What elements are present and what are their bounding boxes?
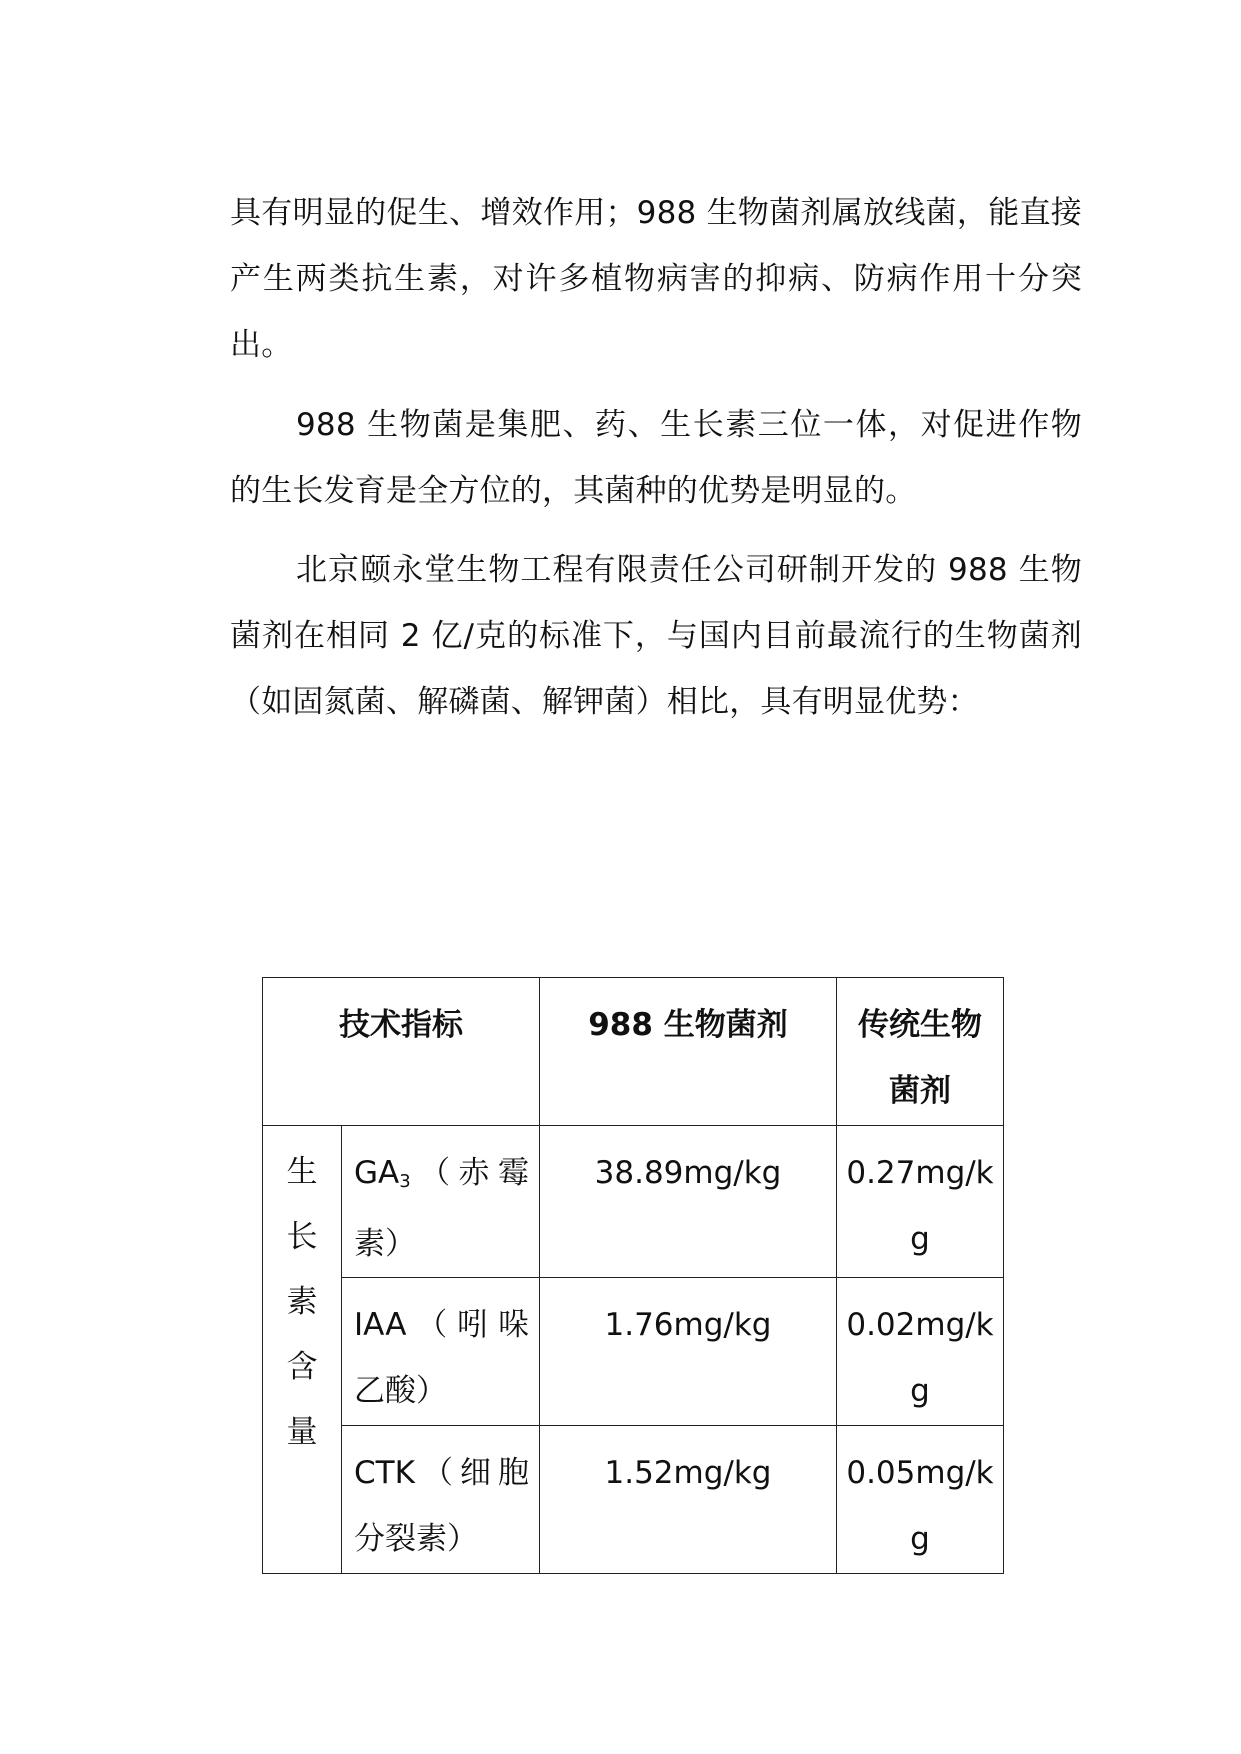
- indicator-subscript: 3: [399, 1171, 411, 1192]
- table-header-row: [263, 978, 1004, 1126]
- header-indicator: 技术指标: [263, 978, 540, 1126]
- category-char: 生: [286, 1154, 318, 1190]
- category-char: 长: [286, 1219, 318, 1255]
- indicator-prefix: CTK: [354, 1455, 415, 1491]
- header-traditional: 传统生物菌剂: [837, 978, 1004, 1126]
- traditional-value: 0.02mg/kg: [837, 1278, 1004, 1426]
- comparison-table: [262, 977, 1004, 1574]
- indicator-prefix: GA: [354, 1155, 400, 1191]
- paragraph-comparison-intro: 北京颐永堂生物工程有限责任公司研制开发的 988 生物菌剂在相同 2 亿/克的标准下，与国内目前最流行的生物菌剂（如固氮菌、解磷菌、解钾菌）相比，具有明显优势：: [230, 552, 1082, 720]
- table-row: [263, 1278, 1004, 1426]
- paragraph-effects: 具有明显的促生、增效作用；988 生物菌剂属放线菌，能直接产生两类抗生素，对许多植物病害的抑病、防病作用十分突出。: [230, 195, 1082, 363]
- indicator-name: [342, 1426, 540, 1574]
- category-char: 含: [286, 1349, 318, 1385]
- table-row: [263, 1426, 1004, 1574]
- table-row: [263, 1126, 1004, 1278]
- category-cell: [263, 1126, 342, 1574]
- indicator-prefix: IAA: [354, 1307, 407, 1343]
- traditional-value: 0.05mg/kg: [837, 1426, 1004, 1574]
- product-value: 1.52mg/kg: [540, 1426, 837, 1574]
- indicator-name: [342, 1126, 540, 1278]
- product-value: 1.76mg/kg: [540, 1278, 837, 1426]
- category-char: 素: [286, 1284, 318, 1320]
- category-char: 量: [286, 1414, 318, 1450]
- indicator-name: [342, 1278, 540, 1426]
- indicator-suffix: （赤霉素）: [354, 1155, 529, 1262]
- paragraph-three-in-one: 988 生物菌是集肥、药、生长素三位一体，对促进作物的生长发育是全方位的，其菌种的优势是明显的。: [230, 407, 1082, 509]
- traditional-value: 0.27mg/kg: [837, 1126, 1004, 1278]
- product-value: 38.89mg/kg: [540, 1126, 837, 1278]
- indicator-suffix: （细胞分裂素）: [354, 1455, 529, 1557]
- header-product: 988 生物菌剂: [540, 978, 837, 1126]
- indicator-suffix: （吲哚乙酸）: [354, 1307, 529, 1409]
